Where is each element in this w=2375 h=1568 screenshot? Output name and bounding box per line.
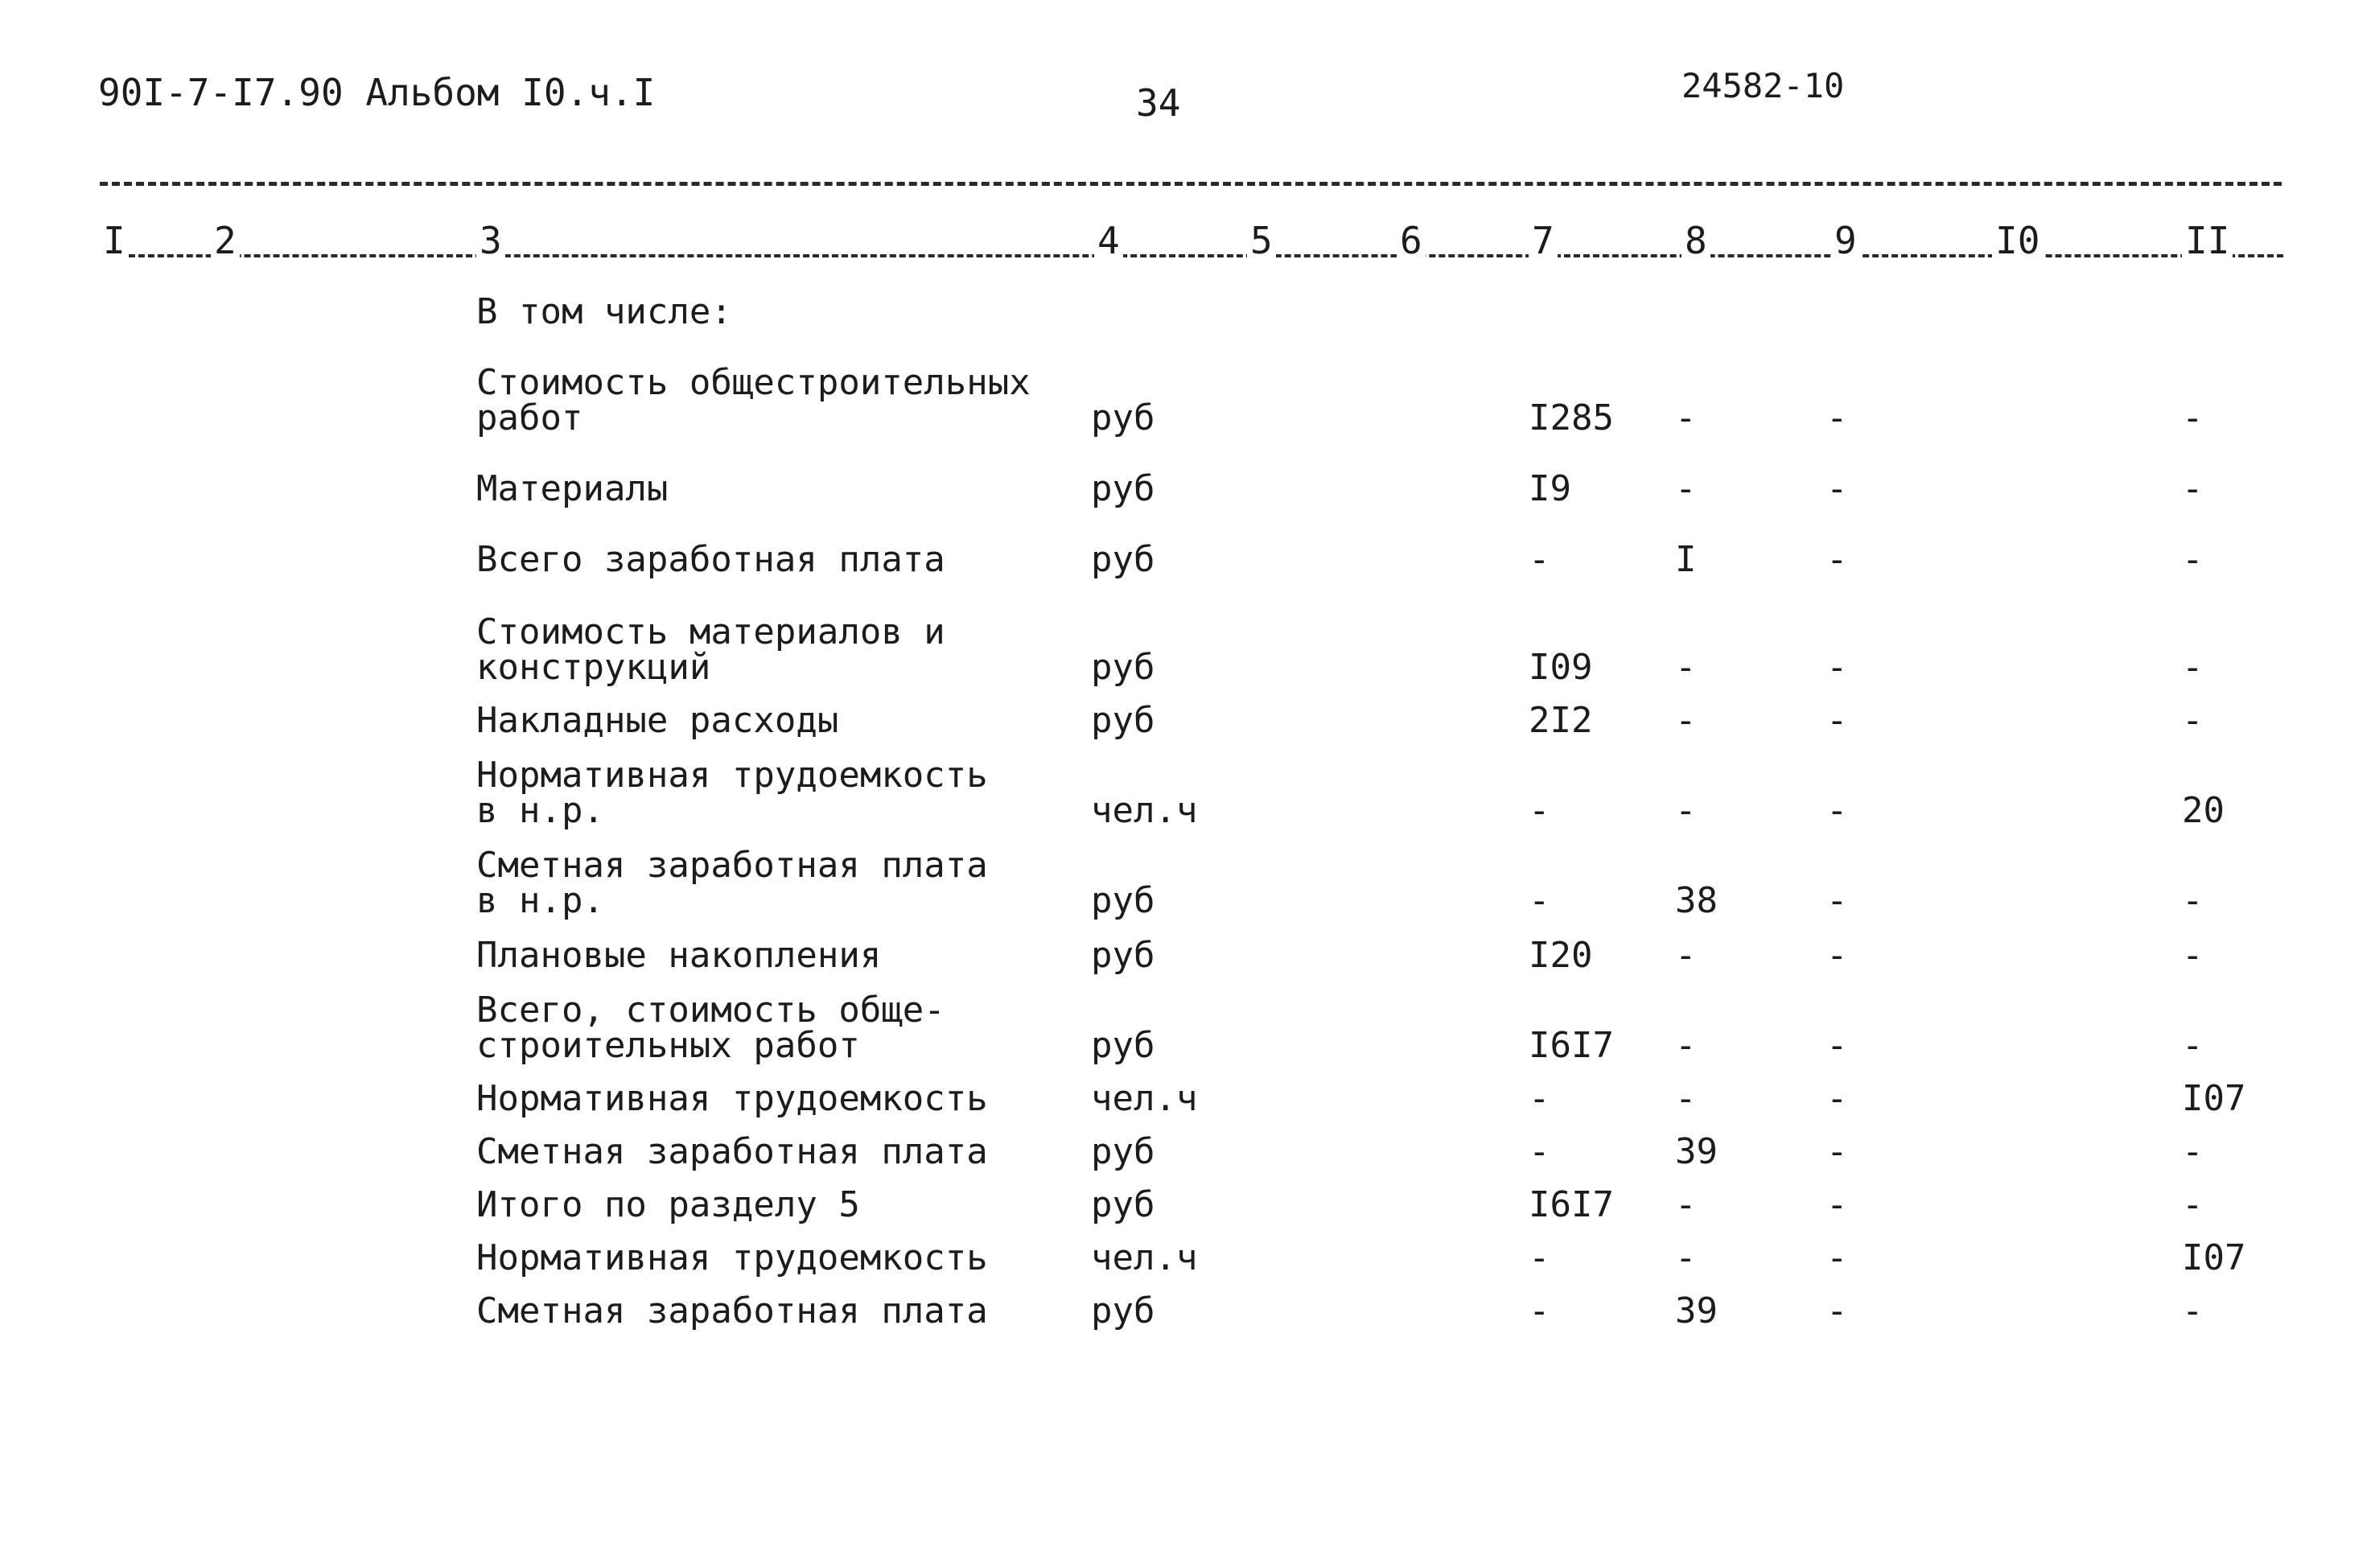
- row-value-c7: I20: [1529, 935, 1593, 976]
- column-number-2: 2: [211, 219, 240, 262]
- row-value-c9: -: [1826, 1025, 1848, 1066]
- row-label: Всего, стоимость обще- строительных работ: [476, 990, 945, 1066]
- row-unit: руб: [1091, 1290, 1155, 1331]
- row-unit: чел.ч: [1091, 790, 1198, 831]
- page-number: 34: [1136, 81, 1181, 125]
- row-value-c9: -: [1826, 1237, 1848, 1278]
- row-label: Сметная заработная плата в н.р.: [476, 845, 988, 921]
- row-label: Нормативная трудоемкость: [476, 1237, 988, 1278]
- row-unit: руб: [1091, 1025, 1155, 1066]
- row-label: Материалы: [476, 468, 669, 509]
- column-number-9: 9: [1831, 219, 1860, 262]
- row-value-c8: -: [1675, 1025, 1697, 1066]
- row-value-c8: -: [1675, 1237, 1697, 1278]
- row-value-c8: -: [1675, 647, 1697, 688]
- row-label: Итого по разделу 5: [476, 1184, 860, 1225]
- row-value-c9: -: [1826, 880, 1848, 921]
- row-value-c11: -: [2182, 1025, 2204, 1066]
- column-number-4: 4: [1094, 219, 1123, 262]
- row-value-c11: -: [2182, 935, 2204, 976]
- row-value-c7: I6I7: [1529, 1184, 1614, 1225]
- row-value-c8: -: [1675, 700, 1697, 741]
- row-unit: руб: [1091, 539, 1155, 580]
- row-value-c9: -: [1826, 790, 1848, 831]
- column-number-rule: [100, 254, 2283, 257]
- row-value-c9: -: [1826, 700, 1848, 741]
- row-value-c7: -: [1529, 880, 1550, 921]
- row-unit: руб: [1091, 880, 1155, 921]
- row-value-c8: -: [1675, 468, 1697, 509]
- row-value-c7: -: [1529, 790, 1550, 831]
- row-label: Стоимость материалов и конструкций: [476, 611, 945, 688]
- row-value-c7: 2I2: [1529, 700, 1593, 741]
- row-value-c8: 39: [1675, 1131, 1718, 1172]
- row-value-c11: -: [2182, 1184, 2204, 1225]
- column-number-11: II: [2182, 219, 2233, 262]
- row-value-c8: 38: [1675, 880, 1718, 921]
- row-value-c11: -: [2182, 700, 2204, 741]
- row-value-c7: I6I7: [1529, 1025, 1614, 1066]
- row-value-c11: -: [2182, 397, 2204, 438]
- row-value-c9: -: [1826, 539, 1848, 580]
- column-number-8: 8: [1681, 219, 1710, 262]
- row-value-c11: -: [2182, 1131, 2204, 1172]
- row-value-c8: I: [1675, 539, 1697, 580]
- row-value-c8: -: [1675, 935, 1697, 976]
- header-divider: [100, 182, 2282, 186]
- row-value-c8: -: [1675, 397, 1697, 438]
- row-value-c7: -: [1529, 1078, 1550, 1119]
- row-value-c11: I07: [2182, 1078, 2246, 1119]
- column-number-7: 7: [1529, 219, 1558, 262]
- row-value-c7: -: [1529, 539, 1550, 580]
- row-label: Нормативная трудоемкость: [476, 1078, 988, 1119]
- row-unit: руб: [1091, 1184, 1155, 1225]
- row-label: Накладные расходы: [476, 700, 839, 741]
- archive-number: 24582-10: [1681, 66, 1845, 105]
- row-value-c8: 39: [1675, 1290, 1718, 1331]
- row-unit: руб: [1091, 1131, 1155, 1172]
- column-number-1: I: [100, 219, 129, 262]
- row-value-c11: -: [2182, 880, 2204, 921]
- row-unit: руб: [1091, 397, 1155, 438]
- row-value-c11: -: [2182, 468, 2204, 509]
- row-unit: руб: [1091, 700, 1155, 741]
- row-value-c9: -: [1826, 1184, 1848, 1225]
- row-value-c7: -: [1529, 1290, 1550, 1331]
- column-number-10: I0: [1992, 219, 2043, 262]
- row-value-c9: -: [1826, 935, 1848, 976]
- row-value-c11: I07: [2182, 1237, 2246, 1278]
- column-number-5: 5: [1247, 219, 1276, 262]
- row-value-c9: -: [1826, 397, 1848, 438]
- row-label: Плановые накопления: [476, 935, 882, 976]
- row-value-c7: I285: [1529, 397, 1614, 438]
- row-value-c9: -: [1826, 468, 1848, 509]
- row-value-c8: -: [1675, 790, 1697, 831]
- row-value-c8: -: [1675, 1078, 1697, 1119]
- row-value-c9: -: [1826, 1078, 1848, 1119]
- row-value-c7: -: [1529, 1131, 1550, 1172]
- row-value-c9: -: [1826, 647, 1848, 688]
- row-unit: чел.ч: [1091, 1237, 1198, 1278]
- document-code: 90I-7-I7.90 Альбом I0.ч.I: [98, 71, 656, 114]
- section-intro: В том числе:: [476, 291, 732, 332]
- column-number-3: 3: [476, 219, 505, 262]
- row-value-c11: 20: [2182, 790, 2225, 831]
- row-value-c8: -: [1675, 1184, 1697, 1225]
- row-label: Стоимость общестроительных работ: [476, 362, 1031, 438]
- row-label: Нормативная трудоемкость в н.р.: [476, 755, 988, 831]
- row-unit: руб: [1091, 468, 1155, 509]
- row-value-c11: -: [2182, 1290, 2204, 1331]
- row-label: Сметная заработная плата: [476, 1131, 988, 1172]
- column-number-6: 6: [1397, 219, 1426, 262]
- row-value-c7: I09: [1529, 647, 1593, 688]
- row-value-c7: I9: [1529, 468, 1571, 509]
- row-value-c11: -: [2182, 539, 2204, 580]
- row-value-c11: -: [2182, 647, 2204, 688]
- row-value-c7: -: [1529, 1237, 1550, 1278]
- row-unit: чел.ч: [1091, 1078, 1198, 1119]
- row-unit: руб: [1091, 647, 1155, 688]
- row-label: Всего заработная плата: [476, 539, 945, 580]
- row-value-c9: -: [1826, 1131, 1848, 1172]
- row-label: Сметная заработная плата: [476, 1290, 988, 1331]
- row-value-c9: -: [1826, 1290, 1848, 1331]
- row-unit: руб: [1091, 935, 1155, 976]
